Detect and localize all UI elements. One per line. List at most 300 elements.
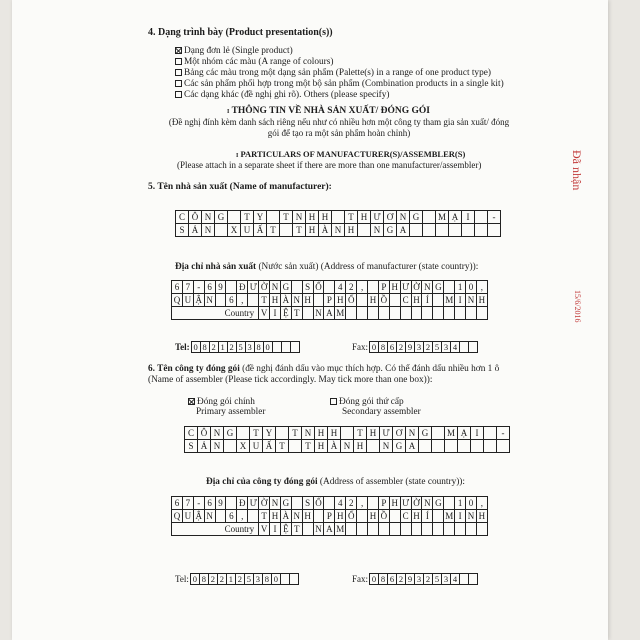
char-box[interactable]: C [401,510,412,523]
digit-box[interactable]: 8 [379,574,388,585]
char-box[interactable] [215,224,228,237]
char-box[interactable]: Y [263,427,276,440]
char-box[interactable]: Ậ [194,510,205,523]
char-box[interactable]: Ạ [449,211,462,224]
char-box[interactable]: À [319,224,332,237]
char-box[interactable]: Ư [248,281,259,294]
char-box[interactable]: X [237,440,250,453]
char-box[interactable]: Ả [189,224,202,237]
digit-box[interactable]: 8 [379,342,388,353]
char-box[interactable]: Ờ [412,497,423,510]
char-box[interactable] [216,294,227,307]
char-box[interactable]: H [335,510,346,523]
digit-box[interactable]: 3 [254,574,263,585]
char-box[interactable] [422,523,433,536]
char-box[interactable] [466,307,477,320]
digit-box[interactable]: 2 [218,574,227,585]
char-box[interactable]: G [281,497,292,510]
char-box[interactable]: 6 [205,497,216,510]
digit-box[interactable]: 8 [263,574,272,585]
char-box[interactable]: N [371,224,384,237]
digit-box[interactable]: 5 [237,342,246,353]
char-box[interactable]: G [419,427,432,440]
char-box[interactable]: T [292,307,303,320]
char-box[interactable] [341,427,354,440]
char-box[interactable]: H [354,440,367,453]
char-box[interactable]: G [224,427,237,440]
char-box[interactable]: , [237,510,248,523]
char-box[interactable]: - [194,497,205,510]
char-box[interactable] [390,510,401,523]
char-box[interactable] [432,440,445,453]
char-box[interactable]: G [215,211,228,224]
digit-box[interactable]: 2 [424,342,433,353]
char-box[interactable] [228,211,241,224]
char-box[interactable]: 0 [466,497,477,510]
char-box[interactable] [368,523,379,536]
char-box[interactable] [444,281,455,294]
digit-box[interactable]: 0 [192,342,201,353]
char-box[interactable] [401,523,412,536]
digit-box[interactable]: 2 [228,342,237,353]
digit-box[interactable]: 4 [451,574,460,585]
char-box[interactable]: G [433,497,444,510]
char-box[interactable]: X [228,224,241,237]
char-box[interactable]: Ô [189,211,202,224]
char-box[interactable] [276,427,289,440]
digit-box[interactable]: 9 [406,574,415,585]
primary-assembler-option[interactable]: Đóng gói chính [188,397,255,407]
char-box[interactable]: À [281,510,292,523]
char-box[interactable] [280,224,293,237]
char-box[interactable] [292,497,303,510]
digit-box[interactable]: 8 [200,574,209,585]
char-box[interactable] [324,281,335,294]
char-box[interactable]: Í [422,294,433,307]
char-box[interactable]: N [205,510,216,523]
digit-box[interactable]: 0 [191,574,200,585]
digit-box[interactable]: 1 [227,574,236,585]
char-box[interactable]: Q [172,294,183,307]
char-box[interactable]: T [293,224,306,237]
char-box[interactable] [324,497,335,510]
digit-box[interactable]: 6 [388,342,397,353]
char-box[interactable]: Ệ [281,307,292,320]
char-box[interactable]: H [390,497,401,510]
char-box[interactable] [410,224,423,237]
char-box[interactable]: Ấ [254,224,267,237]
digit-box[interactable] [460,574,469,585]
char-box[interactable] [444,307,455,320]
char-box[interactable]: U [183,294,194,307]
char-box[interactable] [357,523,368,536]
char-box[interactable]: Ờ [259,281,270,294]
char-box[interactable]: S [303,281,314,294]
checkbox-icon[interactable] [175,58,182,65]
digit-box[interactable]: 2 [397,342,406,353]
presentation-option[interactable] [175,46,504,57]
char-box[interactable] [368,281,379,294]
presentation-option[interactable] [175,90,504,101]
char-box[interactable] [314,294,325,307]
char-box[interactable]: N [466,510,477,523]
char-box[interactable]: M [445,511,454,521]
digit-box[interactable] [281,574,290,585]
digit-box[interactable]: 2 [236,574,245,585]
char-box[interactable]: Y [254,211,267,224]
digit-box[interactable] [291,342,300,353]
char-box[interactable]: U [241,224,254,237]
digit-box[interactable]: 1 [219,342,228,353]
char-box[interactable] [455,307,466,320]
char-box[interactable] [488,224,501,237]
char-box[interactable]: H [368,510,379,523]
char-box[interactable]: 1 [455,281,466,294]
char-box[interactable] [267,211,280,224]
char-box[interactable]: T [292,523,303,536]
char-box[interactable]: V [259,307,270,320]
char-box[interactable]: Ệ [281,523,292,536]
char-box[interactable]: 0 [466,281,477,294]
char-box[interactable] [390,307,401,320]
char-box[interactable]: M [336,524,345,534]
char-box[interactable]: H [319,211,332,224]
char-box[interactable]: A [324,307,335,320]
char-box[interactable]: Ư [380,427,393,440]
char-box[interactable] [433,294,444,307]
digit-box[interactable]: 0 [272,574,281,585]
char-box[interactable] [462,224,475,237]
digit-box[interactable]: 5 [433,574,442,585]
char-box[interactable]: M [336,308,345,318]
char-box[interactable]: I [270,523,281,536]
checkbox-icon[interactable] [188,398,195,405]
char-box[interactable] [226,497,237,510]
char-box[interactable]: 2 [346,497,357,510]
digit-box[interactable]: 3 [415,574,424,585]
char-box[interactable]: V [259,523,270,536]
char-box[interactable] [303,307,314,320]
char-box[interactable]: T [280,211,293,224]
char-box[interactable]: H [477,510,488,523]
char-box[interactable] [368,497,379,510]
char-box[interactable]: N [270,281,281,294]
char-box[interactable] [237,427,250,440]
digit-box[interactable]: 2 [210,342,219,353]
char-box[interactable] [471,440,484,453]
char-box[interactable] [475,211,488,224]
char-box[interactable]: Ư [401,281,412,294]
char-box[interactable]: P [324,294,335,307]
char-box[interactable] [248,294,259,307]
char-box[interactable]: 2 [346,281,357,294]
digit-box[interactable]: 3 [442,342,451,353]
char-box[interactable] [346,523,357,536]
digit-box[interactable]: 3 [246,342,255,353]
digit-box[interactable]: 9 [406,342,415,353]
secondary-assembler-option[interactable]: Đóng gói thứ cấp [330,397,404,407]
char-box[interactable] [224,440,237,453]
char-box[interactable]: N [314,307,325,320]
char-box[interactable] [368,307,379,320]
char-box[interactable]: H [306,211,319,224]
char-box[interactable]: 6 [172,497,183,510]
char-box[interactable] [436,224,449,237]
presentation-option[interactable] [175,57,504,68]
char-box[interactable]: C [176,211,189,224]
char-box[interactable]: S [185,440,198,453]
digit-box[interactable]: 2 [209,574,218,585]
char-box[interactable]: G [433,281,444,294]
char-box[interactable]: Ạ [458,427,471,440]
char-box[interactable]: N [211,440,224,453]
char-box[interactable] [433,510,444,523]
digit-box[interactable] [273,342,282,353]
char-box[interactable]: T [259,294,270,307]
char-box[interactable]: - [488,211,501,224]
digit-box[interactable]: 0 [264,342,273,353]
char-box[interactable]: S [176,224,189,237]
char-box[interactable]: Ờ [412,281,423,294]
char-box[interactable]: , [237,294,248,307]
char-box[interactable] [423,211,436,224]
digit-box[interactable]: 3 [442,574,451,585]
char-box[interactable] [248,510,259,523]
digit-box[interactable]: 5 [245,574,254,585]
char-box[interactable]: T [276,440,289,453]
digit-box[interactable]: 6 [388,574,397,585]
char-box[interactable]: N [332,224,345,237]
checkbox-icon[interactable] [175,47,182,54]
char-box[interactable]: N [211,427,224,440]
char-box[interactable] [444,523,455,536]
char-box[interactable]: C [401,294,412,307]
char-box[interactable]: N [466,294,477,307]
char-box[interactable]: N [205,294,216,307]
char-box[interactable]: M [445,427,458,440]
char-box[interactable]: T [241,211,254,224]
digit-box[interactable] [469,342,478,353]
digit-box[interactable] [290,574,299,585]
char-box[interactable] [477,307,488,320]
checkbox-icon[interactable] [175,91,182,98]
char-box[interactable]: H [306,224,319,237]
char-box[interactable]: , [357,497,368,510]
digit-box[interactable] [460,342,469,353]
char-box[interactable] [303,523,314,536]
char-box[interactable] [357,510,368,523]
char-box[interactable]: Ấ [263,440,276,453]
char-box[interactable]: Ố [314,497,325,510]
char-box[interactable]: N [202,211,215,224]
checkbox-icon[interactable] [330,398,337,405]
char-box[interactable]: P [324,510,335,523]
char-box[interactable]: N [406,427,419,440]
char-box[interactable]: H [358,211,371,224]
char-box[interactable]: T [354,427,367,440]
char-box[interactable] [358,224,371,237]
char-box[interactable]: G [393,440,406,453]
char-box[interactable]: H [368,294,379,307]
char-box[interactable] [357,294,368,307]
char-box[interactable]: N [292,510,303,523]
char-box[interactable]: Ồ [379,294,390,307]
char-box[interactable]: À [328,440,341,453]
char-box[interactable]: H [315,427,328,440]
char-box[interactable]: N [397,211,410,224]
char-box[interactable]: 4 [335,497,346,510]
char-box[interactable] [484,440,497,453]
char-box[interactable]: T [302,440,315,453]
char-box[interactable]: C [185,427,198,440]
digit-box[interactable] [282,342,291,353]
char-box[interactable]: N [380,440,393,453]
char-box[interactable] [449,224,462,237]
char-box[interactable]: H [335,294,346,307]
char-box[interactable]: Ồ [379,510,390,523]
char-box[interactable]: I [270,307,281,320]
char-box[interactable] [475,224,488,237]
digit-box[interactable]: 8 [255,342,264,353]
char-box[interactable]: Ố [346,294,357,307]
char-box[interactable]: N [422,281,433,294]
char-box[interactable]: A [324,523,335,536]
char-box[interactable] [458,440,471,453]
char-box[interactable] [346,307,357,320]
char-box[interactable]: I [471,427,484,440]
char-box[interactable]: Ố [346,510,357,523]
char-box[interactable] [379,307,390,320]
char-box[interactable] [390,294,401,307]
digit-box[interactable] [469,574,478,585]
char-box[interactable]: Ư [401,497,412,510]
char-box[interactable]: 6 [226,510,237,523]
char-box[interactable]: 7 [183,281,194,294]
char-box[interactable] [444,497,455,510]
char-box[interactable]: T [345,211,358,224]
char-box[interactable]: N [293,211,306,224]
char-box[interactable]: M [445,295,454,305]
char-box[interactable] [412,307,423,320]
char-box[interactable] [390,523,401,536]
char-box[interactable] [432,427,445,440]
char-box[interactable]: A [406,440,419,453]
char-box[interactable] [401,307,412,320]
char-box[interactable] [433,307,444,320]
char-box[interactable] [477,523,488,536]
checkbox-icon[interactable] [175,80,182,87]
char-box[interactable]: , [477,497,488,510]
digit-box[interactable]: 2 [397,574,406,585]
char-box[interactable]: , [477,281,488,294]
char-box[interactable]: S [303,497,314,510]
char-box[interactable]: H [303,294,314,307]
char-box[interactable]: Ờ [259,497,270,510]
char-box[interactable]: N [202,224,215,237]
char-box[interactable] [423,224,436,237]
char-box[interactable]: T [259,510,270,523]
char-box[interactable]: P [379,497,390,510]
char-box[interactable]: Đ [237,497,248,510]
char-box[interactable]: N [270,497,281,510]
char-box[interactable]: Ô [198,427,211,440]
char-box[interactable]: I [455,510,466,523]
digit-box[interactable]: 8 [201,342,210,353]
char-box[interactable]: P [379,281,390,294]
char-box[interactable]: H [328,427,341,440]
char-box[interactable]: H [303,510,314,523]
char-box[interactable]: H [412,510,423,523]
char-box[interactable]: G [281,281,292,294]
char-box[interactable]: N [341,440,354,453]
char-box[interactable]: T [250,427,263,440]
char-box[interactable]: M [436,211,449,224]
char-box[interactable]: N [422,497,433,510]
char-box[interactable]: Ơ [393,427,406,440]
digit-box[interactable]: 0 [370,574,379,585]
char-box[interactable]: Q [172,510,183,523]
digit-box[interactable]: 4 [451,342,460,353]
char-box[interactable] [216,510,227,523]
char-box[interactable]: H [315,440,328,453]
char-box[interactable] [314,510,325,523]
char-box[interactable] [497,440,510,453]
char-box[interactable]: 4 [335,281,346,294]
char-box[interactable]: H [412,294,423,307]
checkbox-icon[interactable] [175,69,182,76]
char-box[interactable]: H [477,294,488,307]
char-box[interactable]: 9 [216,497,227,510]
char-box[interactable]: - [194,281,205,294]
char-box[interactable]: - [497,427,510,440]
char-box[interactable] [419,440,432,453]
char-box[interactable]: N [292,294,303,307]
char-box[interactable]: H [390,281,401,294]
digit-box[interactable]: 3 [415,342,424,353]
char-box[interactable]: Ư [371,211,384,224]
char-box[interactable] [367,440,380,453]
char-box[interactable] [412,523,423,536]
digit-box[interactable]: 2 [424,574,433,585]
char-box[interactable] [292,281,303,294]
char-box[interactable]: Ơ [384,211,397,224]
char-box[interactable] [422,307,433,320]
char-box[interactable]: À [281,294,292,307]
presentation-option[interactable] [175,79,504,90]
char-box[interactable]: T [289,427,302,440]
char-box[interactable]: Đ [237,281,248,294]
char-box[interactable] [466,523,477,536]
char-box[interactable]: 6 [172,281,183,294]
char-box[interactable]: Í [422,510,433,523]
char-box[interactable]: H [367,427,380,440]
char-box[interactable]: 9 [216,281,227,294]
char-box[interactable] [357,307,368,320]
char-box[interactable]: N [302,427,315,440]
char-box[interactable]: 6 [205,281,216,294]
char-box[interactable]: T [267,224,280,237]
char-box[interactable]: H [345,224,358,237]
char-box[interactable] [289,440,302,453]
char-box[interactable]: N [314,523,325,536]
digit-box[interactable]: 0 [370,342,379,353]
char-box[interactable]: A [397,224,410,237]
char-box[interactable]: I [455,294,466,307]
char-box[interactable] [226,281,237,294]
char-box[interactable]: U [250,440,263,453]
presentation-option[interactable] [175,68,504,79]
char-box[interactable] [484,427,497,440]
